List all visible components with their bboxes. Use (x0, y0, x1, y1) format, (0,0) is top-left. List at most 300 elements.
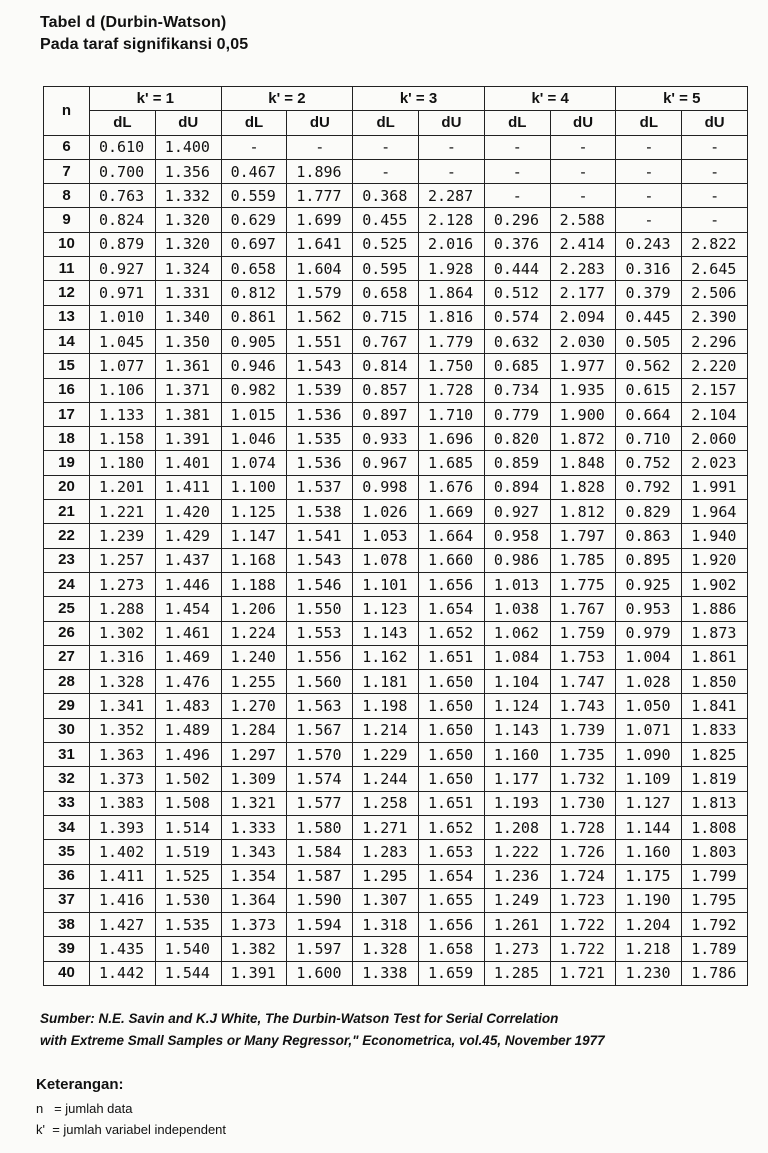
cell-k4-dl: 1.222 (484, 840, 550, 864)
cell-k1-du: 1.540 (155, 937, 221, 961)
table-row (44, 402, 748, 426)
cell-k4-dl: 0.779 (484, 402, 550, 426)
cell-k5-du: 1.861 (682, 645, 748, 669)
cell-k4-du: 1.730 (550, 791, 616, 815)
cell-k2-du: 1.570 (287, 743, 353, 767)
cell-k1-du: 1.331 (155, 281, 221, 305)
table-row (44, 840, 748, 864)
cell-k2-du: 1.584 (287, 840, 353, 864)
cell-k3-dl: 1.229 (353, 743, 419, 767)
cell-k5-du: 1.920 (682, 548, 748, 572)
cell-k1-du: 1.489 (155, 718, 221, 742)
cell-k2-dl: 1.147 (221, 524, 287, 548)
row-n-cell: 28 (44, 670, 90, 694)
cell-k4-du: 2.030 (550, 329, 616, 353)
cell-k3-du: 2.016 (419, 232, 485, 256)
cell-k5-dl: 0.752 (616, 451, 682, 475)
row-n-cell: 14 (44, 329, 90, 353)
cell-k2-du: 1.580 (287, 815, 353, 839)
cell-k5-dl: - (616, 208, 682, 232)
cell-k2-dl: 0.658 (221, 257, 287, 281)
cell-k3-dl: 1.053 (353, 524, 419, 548)
cell-k2-dl: 0.697 (221, 232, 287, 256)
cell-k3-du: 1.658 (419, 937, 485, 961)
cell-k1-du: 1.391 (155, 427, 221, 451)
cell-k4-du: 2.588 (550, 208, 616, 232)
cell-k5-dl: 0.562 (616, 354, 682, 378)
cell-k5-du: 2.822 (682, 232, 748, 256)
cell-k5-du: 1.789 (682, 937, 748, 961)
cell-k2-dl: 1.297 (221, 743, 287, 767)
row-n-cell: 23 (44, 548, 90, 572)
cell-k1-dl: 0.700 (90, 159, 156, 183)
cell-k5-dl: - (616, 135, 682, 159)
cell-k5-dl: 0.895 (616, 548, 682, 572)
cell-k2-du: 1.536 (287, 451, 353, 475)
cell-k1-du: 1.320 (155, 232, 221, 256)
cell-k3-dl: 1.338 (353, 961, 419, 985)
cell-k5-dl: 1.004 (616, 645, 682, 669)
cell-k3-du: 1.685 (419, 451, 485, 475)
cell-k4-du: 1.723 (550, 888, 616, 912)
row-n-cell: 18 (44, 427, 90, 451)
table-row (44, 961, 748, 985)
cell-k2-du: 1.553 (287, 621, 353, 645)
cell-k3-dl: 1.258 (353, 791, 419, 815)
cell-k4-du: 1.747 (550, 670, 616, 694)
row-n-cell: 6 (44, 135, 90, 159)
table-row (44, 937, 748, 961)
cell-k5-dl: 0.925 (616, 572, 682, 596)
cell-k3-dl: 1.123 (353, 597, 419, 621)
cell-k3-dl: 1.271 (353, 815, 419, 839)
cell-k4-du: 2.094 (550, 305, 616, 329)
row-n-cell: 22 (44, 524, 90, 548)
cell-k1-dl: 1.221 (90, 500, 156, 524)
cell-k5-du: 2.060 (682, 427, 748, 451)
cell-k5-du: 1.886 (682, 597, 748, 621)
source-line-2: with Extreme Small Samples or Many Regressor," Econometrica, vol.45, November 1977 (40, 1033, 605, 1048)
cell-k2-dl: 0.629 (221, 208, 287, 232)
cell-k3-dl: 1.283 (353, 840, 419, 864)
cell-k4-dl: - (484, 135, 550, 159)
cell-k2-du: 1.579 (287, 281, 353, 305)
cell-k2-du: - (287, 135, 353, 159)
cell-k4-du: 1.872 (550, 427, 616, 451)
cell-k1-dl: 1.352 (90, 718, 156, 742)
cell-k3-du: 2.287 (419, 184, 485, 208)
cell-k5-dl: 0.379 (616, 281, 682, 305)
cell-k4-dl: 1.236 (484, 864, 550, 888)
cell-k1-dl: 1.288 (90, 597, 156, 621)
cell-k5-dl: - (616, 159, 682, 183)
cell-k1-dl: 1.363 (90, 743, 156, 767)
cell-k4-du: 1.728 (550, 815, 616, 839)
cell-k2-dl: 0.467 (221, 159, 287, 183)
cell-k1-dl: 0.971 (90, 281, 156, 305)
row-n-cell: 8 (44, 184, 90, 208)
cell-k2-dl: 1.382 (221, 937, 287, 961)
cell-k1-du: 1.544 (155, 961, 221, 985)
table-header (44, 87, 748, 136)
cell-k1-dl: 1.427 (90, 913, 156, 937)
cell-k4-dl: 1.143 (484, 718, 550, 742)
header-row-sub (44, 111, 748, 135)
cell-k3-du: 1.659 (419, 961, 485, 985)
row-n-cell: 27 (44, 645, 90, 669)
header-k1-du: dU (155, 111, 221, 135)
cell-k4-du: 1.722 (550, 937, 616, 961)
cell-k4-du: 1.724 (550, 864, 616, 888)
cell-k1-dl: 1.045 (90, 329, 156, 353)
cell-k1-du: 1.496 (155, 743, 221, 767)
cell-k3-dl: 0.715 (353, 305, 419, 329)
cell-k1-du: 1.446 (155, 572, 221, 596)
cell-k4-dl: 1.160 (484, 743, 550, 767)
cell-k3-dl: 1.026 (353, 500, 419, 524)
cell-k1-dl: 0.763 (90, 184, 156, 208)
cell-k5-dl: 0.979 (616, 621, 682, 645)
cell-k1-dl: 0.927 (90, 257, 156, 281)
table-row (44, 281, 748, 305)
cell-k4-dl: 0.376 (484, 232, 550, 256)
cell-k3-du: 1.660 (419, 548, 485, 572)
row-n-cell: 19 (44, 451, 90, 475)
table-row (44, 305, 748, 329)
cell-k4-du: - (550, 184, 616, 208)
cell-k4-dl: 0.958 (484, 524, 550, 548)
cell-k2-du: 1.777 (287, 184, 353, 208)
cell-k1-dl: 1.257 (90, 548, 156, 572)
cell-k3-du: 1.654 (419, 864, 485, 888)
row-n-cell: 37 (44, 888, 90, 912)
cell-k5-dl: 0.243 (616, 232, 682, 256)
cell-k5-dl: 1.204 (616, 913, 682, 937)
cell-k1-du: 1.476 (155, 670, 221, 694)
cell-k1-du: 1.340 (155, 305, 221, 329)
cell-k5-du: 2.506 (682, 281, 748, 305)
header-group-k3: k' = 3 (353, 87, 485, 111)
cell-k4-du: 1.977 (550, 354, 616, 378)
notes-heading: Keterangan: (36, 1076, 124, 1093)
cell-k5-du: 1.813 (682, 791, 748, 815)
cell-k5-dl: 1.144 (616, 815, 682, 839)
cell-k1-du: 1.454 (155, 597, 221, 621)
cell-k1-du: 1.535 (155, 913, 221, 937)
cell-k2-dl: 1.343 (221, 840, 287, 864)
cell-k5-dl: 0.445 (616, 305, 682, 329)
cell-k2-dl: 1.224 (221, 621, 287, 645)
row-n-cell: 39 (44, 937, 90, 961)
table-row (44, 572, 748, 596)
cell-k1-dl: 1.442 (90, 961, 156, 985)
header-k5-dl: dL (616, 111, 682, 135)
cell-k3-dl: 0.814 (353, 354, 419, 378)
row-n-cell: 12 (44, 281, 90, 305)
cell-k1-dl: 1.411 (90, 864, 156, 888)
row-n-cell: 40 (44, 961, 90, 985)
table-row (44, 718, 748, 742)
cell-k3-du: 1.655 (419, 888, 485, 912)
cell-k5-dl: 0.863 (616, 524, 682, 548)
cell-k3-dl: 0.998 (353, 475, 419, 499)
table-row (44, 475, 748, 499)
cell-k3-dl: 0.595 (353, 257, 419, 281)
cell-k2-dl: 1.206 (221, 597, 287, 621)
cell-k4-dl: - (484, 184, 550, 208)
cell-k4-du: 1.828 (550, 475, 616, 499)
cell-k2-du: 1.546 (287, 572, 353, 596)
cell-k3-du: - (419, 135, 485, 159)
cell-k2-du: 1.539 (287, 378, 353, 402)
cell-k4-dl: 0.574 (484, 305, 550, 329)
cell-k5-du: 2.023 (682, 451, 748, 475)
cell-k5-du: 1.850 (682, 670, 748, 694)
cell-k1-du: 1.356 (155, 159, 221, 183)
row-n-cell: 34 (44, 815, 90, 839)
table-body (44, 135, 748, 985)
cell-k5-du: 2.296 (682, 329, 748, 353)
cell-k3-du: 1.664 (419, 524, 485, 548)
row-n-cell: 25 (44, 597, 90, 621)
cell-k5-dl: 1.109 (616, 767, 682, 791)
cell-k3-dl: 0.368 (353, 184, 419, 208)
cell-k1-dl: 1.302 (90, 621, 156, 645)
cell-k5-du: - (682, 135, 748, 159)
table-row (44, 500, 748, 524)
table-row (44, 354, 748, 378)
table-row (44, 743, 748, 767)
cell-k3-du: 1.656 (419, 572, 485, 596)
cell-k2-dl: 0.905 (221, 329, 287, 353)
header-k3-du: dU (419, 111, 485, 135)
cell-k2-du: 1.577 (287, 791, 353, 815)
cell-k5-du: 2.104 (682, 402, 748, 426)
note-k: k' = jumlah variabel independent (36, 1122, 227, 1137)
cell-k4-dl: 0.512 (484, 281, 550, 305)
title-line-2: Pada taraf signifikansi 0,05 (40, 36, 249, 53)
cell-k3-dl: 1.143 (353, 621, 419, 645)
header-k2-du: dU (287, 111, 353, 135)
cell-k2-du: 1.604 (287, 257, 353, 281)
table-row (44, 184, 748, 208)
title-line-1: Tabel d (Durbin-Watson) (40, 14, 227, 31)
cell-k3-dl: 0.455 (353, 208, 419, 232)
cell-k4-du: 2.177 (550, 281, 616, 305)
cell-k1-dl: 1.402 (90, 840, 156, 864)
cell-k4-du: 1.935 (550, 378, 616, 402)
cell-k4-du: 1.767 (550, 597, 616, 621)
cell-k4-du: 1.775 (550, 572, 616, 596)
header-group-k2: k' = 2 (221, 87, 353, 111)
cell-k1-dl: 1.010 (90, 305, 156, 329)
cell-k2-du: 1.537 (287, 475, 353, 499)
cell-k2-dl: 1.125 (221, 500, 287, 524)
cell-k2-dl: 0.559 (221, 184, 287, 208)
cell-k5-dl: 0.316 (616, 257, 682, 281)
cell-k4-du: 1.797 (550, 524, 616, 548)
cell-k1-du: 1.530 (155, 888, 221, 912)
cell-k5-dl: 1.230 (616, 961, 682, 985)
cell-k1-dl: 1.239 (90, 524, 156, 548)
cell-k2-dl: 1.391 (221, 961, 287, 985)
cell-k3-dl: 1.307 (353, 888, 419, 912)
table-row (44, 524, 748, 548)
row-n-cell: 17 (44, 402, 90, 426)
cell-k5-dl: 0.664 (616, 402, 682, 426)
cell-k5-du: 1.833 (682, 718, 748, 742)
cell-k3-dl: - (353, 135, 419, 159)
cell-k3-dl: 0.658 (353, 281, 419, 305)
cell-k3-dl: 1.318 (353, 913, 419, 937)
cell-k4-du: 1.743 (550, 694, 616, 718)
cell-k1-dl: 0.879 (90, 232, 156, 256)
cell-k4-dl: 1.249 (484, 888, 550, 912)
cell-k3-du: 1.650 (419, 694, 485, 718)
table-row (44, 621, 748, 645)
cell-k4-dl: 1.193 (484, 791, 550, 815)
cell-k3-dl: 0.525 (353, 232, 419, 256)
cell-k3-du: 1.650 (419, 767, 485, 791)
cell-k5-dl: 0.615 (616, 378, 682, 402)
cell-k3-du: - (419, 159, 485, 183)
cell-k2-dl: 1.255 (221, 670, 287, 694)
cell-k1-dl: 0.610 (90, 135, 156, 159)
cell-k2-du: 1.551 (287, 329, 353, 353)
cell-k2-du: 1.567 (287, 718, 353, 742)
cell-k3-dl: 1.214 (353, 718, 419, 742)
cell-k2-dl: 1.333 (221, 815, 287, 839)
cell-k1-dl: 1.273 (90, 572, 156, 596)
cell-k2-dl: 0.812 (221, 281, 287, 305)
cell-k3-du: 1.864 (419, 281, 485, 305)
cell-k1-du: 1.508 (155, 791, 221, 815)
cell-k4-du: - (550, 135, 616, 159)
cell-k2-dl: 0.861 (221, 305, 287, 329)
cell-k3-du: 1.669 (419, 500, 485, 524)
cell-k3-du: 1.710 (419, 402, 485, 426)
cell-k1-dl: 1.158 (90, 427, 156, 451)
cell-k4-dl: 1.177 (484, 767, 550, 791)
cell-k3-du: 1.696 (419, 427, 485, 451)
cell-k1-dl: 1.106 (90, 378, 156, 402)
cell-k5-du: 1.792 (682, 913, 748, 937)
cell-k4-dl: 0.632 (484, 329, 550, 353)
row-n-cell: 26 (44, 621, 90, 645)
cell-k1-dl: 1.201 (90, 475, 156, 499)
cell-k4-dl: 1.261 (484, 913, 550, 937)
cell-k3-dl: - (353, 159, 419, 183)
table-row (44, 427, 748, 451)
cell-k3-dl: 1.295 (353, 864, 419, 888)
row-n-cell: 32 (44, 767, 90, 791)
cell-k1-dl: 1.077 (90, 354, 156, 378)
row-n-cell: 29 (44, 694, 90, 718)
cell-k4-du: 1.812 (550, 500, 616, 524)
cell-k1-du: 1.361 (155, 354, 221, 378)
cell-k3-du: 1.653 (419, 840, 485, 864)
cell-k2-dl: - (221, 135, 287, 159)
cell-k1-du: 1.371 (155, 378, 221, 402)
cell-k3-du: 1.656 (419, 913, 485, 937)
cell-k2-du: 1.562 (287, 305, 353, 329)
cell-k2-du: 1.543 (287, 354, 353, 378)
cell-k1-du: 1.324 (155, 257, 221, 281)
cell-k5-dl: - (616, 184, 682, 208)
row-n-cell: 15 (44, 354, 90, 378)
cell-k3-du: 1.651 (419, 645, 485, 669)
cell-k1-du: 1.525 (155, 864, 221, 888)
cell-k2-du: 1.896 (287, 159, 353, 183)
cell-k4-du: 1.735 (550, 743, 616, 767)
row-n-cell: 7 (44, 159, 90, 183)
header-row-groups (44, 87, 748, 111)
cell-k5-dl: 1.218 (616, 937, 682, 961)
cell-k3-dl: 1.101 (353, 572, 419, 596)
cell-k1-du: 1.420 (155, 500, 221, 524)
cell-k4-dl: 1.104 (484, 670, 550, 694)
cell-k1-dl: 1.180 (90, 451, 156, 475)
cell-k5-du: 1.803 (682, 840, 748, 864)
cell-k2-du: 1.587 (287, 864, 353, 888)
header-group-k5: k' = 5 (616, 87, 748, 111)
cell-k3-dl: 0.933 (353, 427, 419, 451)
cell-k3-du: 1.652 (419, 621, 485, 645)
cell-k2-du: 1.600 (287, 961, 353, 985)
table-row (44, 888, 748, 912)
cell-k5-du: - (682, 208, 748, 232)
cell-k4-du: 1.726 (550, 840, 616, 864)
row-n-cell: 13 (44, 305, 90, 329)
cell-k2-du: 1.560 (287, 670, 353, 694)
cell-k5-du: 2.390 (682, 305, 748, 329)
cell-k2-dl: 1.188 (221, 572, 287, 596)
cell-k4-dl: 1.285 (484, 961, 550, 985)
cell-k4-du: 1.900 (550, 402, 616, 426)
cell-k5-du: 2.645 (682, 257, 748, 281)
cell-k4-dl: 0.296 (484, 208, 550, 232)
cell-k4-dl: 1.013 (484, 572, 550, 596)
cell-k5-du: 1.808 (682, 815, 748, 839)
cell-k3-dl: 1.078 (353, 548, 419, 572)
cell-k1-du: 1.437 (155, 548, 221, 572)
cell-k2-dl: 1.240 (221, 645, 287, 669)
cell-k5-du: 1.799 (682, 864, 748, 888)
cell-k2-du: 1.550 (287, 597, 353, 621)
cell-k5-du: 1.825 (682, 743, 748, 767)
cell-k3-dl: 1.181 (353, 670, 419, 694)
durbin-watson-table (43, 86, 748, 986)
cell-k1-dl: 1.435 (90, 937, 156, 961)
cell-k3-dl: 1.198 (353, 694, 419, 718)
cell-k1-du: 1.429 (155, 524, 221, 548)
notes-section (36, 1072, 226, 1140)
cell-k1-du: 1.350 (155, 329, 221, 353)
cell-k1-du: 1.502 (155, 767, 221, 791)
page-title (40, 12, 248, 56)
cell-k4-dl: - (484, 159, 550, 183)
cell-k4-dl: 1.208 (484, 815, 550, 839)
cell-k1-dl: 1.316 (90, 645, 156, 669)
cell-k2-dl: 1.100 (221, 475, 287, 499)
table-row (44, 815, 748, 839)
cell-k3-du: 1.654 (419, 597, 485, 621)
cell-k5-dl: 0.710 (616, 427, 682, 451)
table-row (44, 791, 748, 815)
cell-k2-dl: 0.946 (221, 354, 287, 378)
header-k1-dl: dL (90, 111, 156, 135)
cell-k5-du: 1.819 (682, 767, 748, 791)
